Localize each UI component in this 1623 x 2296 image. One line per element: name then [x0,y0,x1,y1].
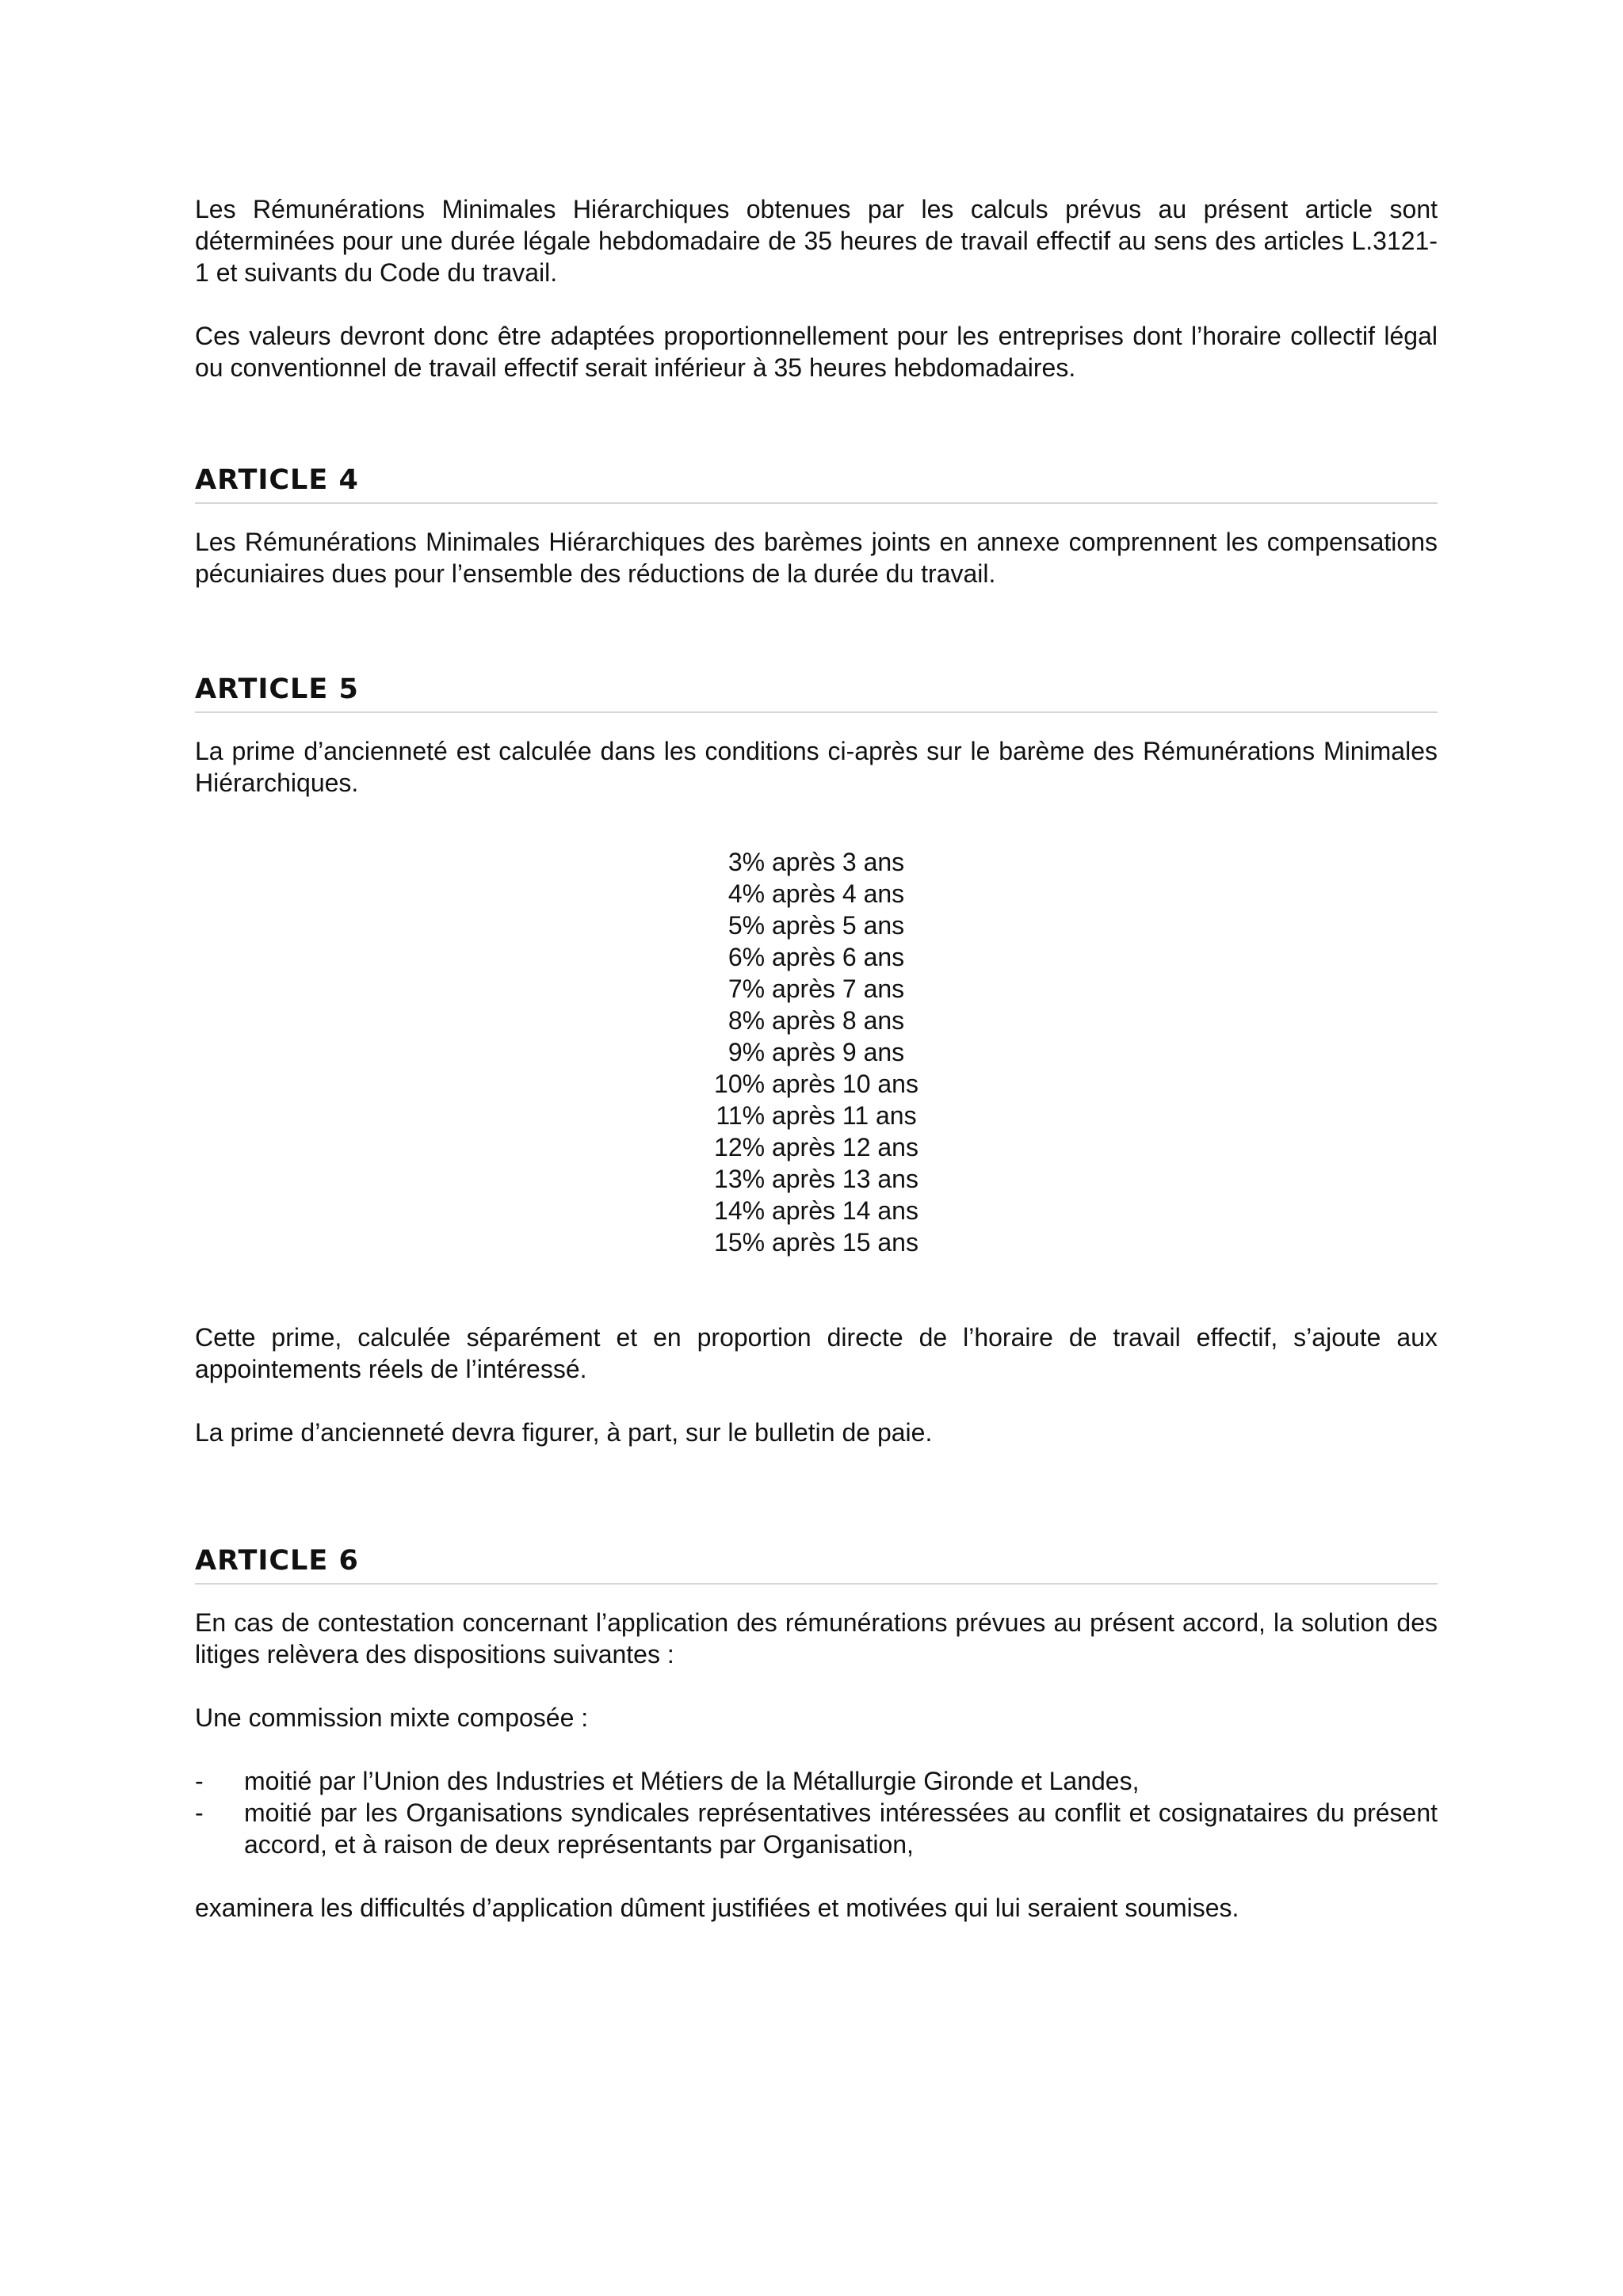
list-item [195,1765,1438,1797]
article-6-paragraph-3: examinera les difficultés d’application dûment justifiées et motivées qui lui seraient soumises. [195,1894,1239,1922]
rate-item: 4% après 4 ans [727,879,905,908]
article-5-heading: ARTICLE 5 [195,672,1438,713]
intro-paragraph-1: Les Rémunérations Minimales Hiérarchiques obtenues par les calculs prévus au présent article sont déterminées pour une durée légale hebdomadaire de 35 heures de travail effectif au sens des articles L.3121-1 et suivants du Code du travail. [195,195,1438,287]
article-6-paragraph-2: Une commission mixte composée : [195,1703,589,1732]
rate-item: 11% après 11 ans [716,1101,917,1130]
article-5-paragraph-3: La prime d’ancienneté devra figurer, à part, sur le bulletin de paie. [195,1418,933,1447]
rate-item: 9% après 9 ans [727,1038,905,1066]
seniority-rate-list [195,846,1438,1258]
rate-item: 10% après 10 ans [714,1070,918,1098]
rate-item: 15% après 15 ans [714,1228,918,1257]
article-5-paragraph-2: Cette prime, calculée séparément et en proportion directe de l’horaire de travail effectif, s’ajoute aux appointements réels de l’intéressé. [195,1323,1438,1383]
list-item-text: moitié par l’Union des Industries et Métiers de la Métallurgie Gironde et Landes, [244,1767,1140,1795]
rate-item: 5% après 5 ans [727,911,905,940]
article-5-paragraph-1: La prime d’ancienneté est calculée dans les conditions ci-après sur le barème des Rémunérations Minimales Hiérarchiques. [195,737,1438,797]
intro-paragraph-2: Ces valeurs devront donc être adaptées proportionnellement pour les entreprises dont l’horaire collectif légal ou conventionnel de travail effectif serait inférieur à 35 heures hebdomadaires. [195,322,1438,382]
article-4-heading: ARTICLE 4 [195,463,1438,504]
article-6-paragraph-1: En cas de contestation concernant l’application des rémunérations prévues au présent accord, la solution des litiges relèvera des dispositions suivantes : [195,1608,1438,1669]
commission-members-list [195,1765,1438,1860]
document-page [195,193,1438,1924]
rate-item: 3% après 3 ans [727,848,905,876]
bullet-dash: - [195,1767,204,1795]
article-6-heading: ARTICLE 6 [195,1543,1438,1585]
rate-item: 13% après 13 ans [714,1165,918,1193]
rate-item: 14% après 14 ans [714,1196,918,1225]
list-item-text: moitié par les Organisations syndicales représentatives intéressées au conflit et cosignataires du présent accord, et à raison de deux représentants par Organisation, [244,1798,1438,1859]
bullet-dash: - [195,1798,204,1827]
rate-item: 7% après 7 ans [727,974,905,1003]
rate-item: 12% après 12 ans [714,1133,918,1161]
rate-item: 6% après 6 ans [727,943,905,971]
list-item [195,1797,1438,1860]
rate-item: 8% après 8 ans [727,1006,905,1035]
article-4-paragraph-1: Les Rémunérations Minimales Hiérarchiques des barèmes joints en annexe comprennent les compensations pécuniaires dues pour l’ensemble des réductions de la durée du travail. [195,528,1438,588]
